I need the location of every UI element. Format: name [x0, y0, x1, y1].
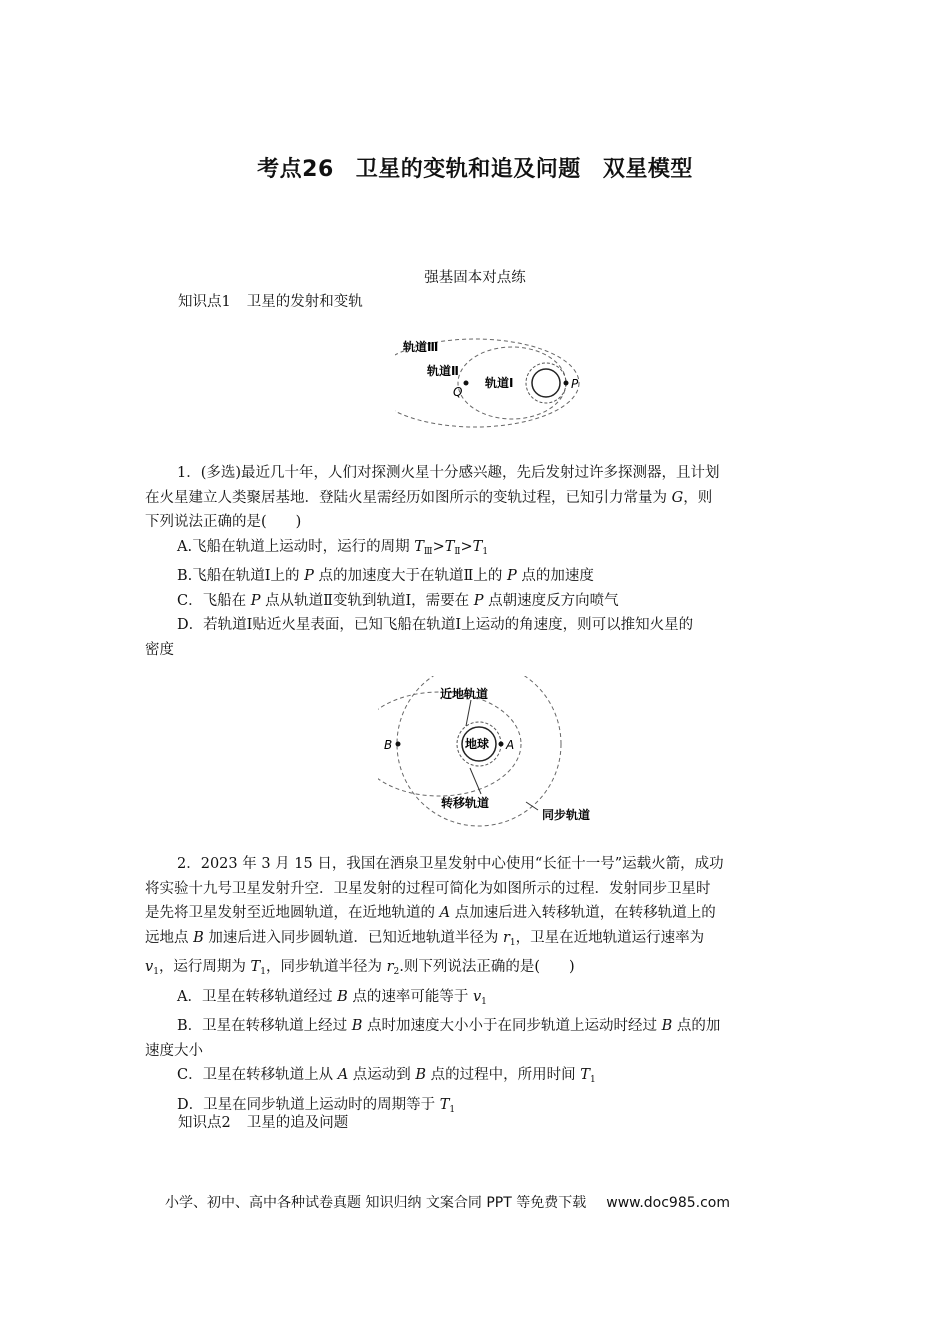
question-2: [145, 852, 805, 1122]
q2-option-c-mid: 点运动到: [348, 1067, 416, 1083]
footer-link[interactable]: www.doc985.com: [606, 1195, 730, 1211]
transfer-orbit-label: 转移轨道: [441, 796, 490, 810]
q2-option-c: [177, 1063, 805, 1093]
point-a-label: A: [506, 738, 515, 752]
q1-option-b-end: 点的加速度: [516, 568, 594, 584]
point-p-symbol: P: [473, 592, 484, 609]
q1-option-a: [177, 535, 805, 565]
q2-option-b-mid: 点时加速度大小小于在同步轨道上运动时经过: [362, 1018, 662, 1034]
point-a-symbol: A: [439, 905, 451, 921]
near-orbit-label: 近地轨道: [440, 687, 489, 701]
speed-sub-1: 1: [153, 967, 159, 977]
point-b-symbol: B: [337, 988, 348, 1005]
q1-option-c-mid: 点从轨道Ⅱ变轨到轨道Ⅰ，需要在: [260, 592, 474, 609]
speed-symbol: v: [145, 959, 154, 975]
knowledge-point-1: [178, 290, 363, 311]
orbit-transfer-figure: [395, 335, 595, 435]
q2-stem-line-4-mid: 加速后进入同步圆轨道．已知近地轨道半径为: [203, 929, 503, 946]
sync-orbit-label: 同步轨道: [542, 808, 591, 822]
point-b-symbol: B: [351, 1018, 363, 1034]
q2-option-c-end: 点的过程中，所用时间: [426, 1067, 581, 1083]
greater-than: >: [432, 538, 445, 555]
page-title: [0, 152, 950, 183]
q1-option-b: [177, 564, 805, 589]
q2-stem-line-5: [145, 955, 805, 985]
q2-stem-line-5-mid: ，同步轨道半径为: [265, 959, 387, 975]
greater-than: >: [460, 538, 473, 555]
q2-option-b-line-1: [177, 1014, 805, 1039]
q2-stem-line-4: [145, 926, 805, 956]
q1-stem-line-2-text: 在火星建立人类聚居基地．登陆火星需经历如图所示的变轨过程，已知引力常量为: [145, 489, 672, 506]
period-symbol: T: [439, 1096, 450, 1113]
q2-stem-line-3-text: 是先将卫星发射至近地圆轨道，在近地轨道的: [145, 905, 440, 921]
point-p-symbol: P: [250, 592, 261, 609]
period-symbol: T: [472, 538, 483, 555]
question-1: [145, 461, 805, 662]
title-model: 双星模型: [602, 157, 693, 182]
kp2-name: 卫星的追及问题: [246, 1115, 349, 1131]
period-sub-1: 1: [589, 1075, 596, 1085]
near-orbit-leader: [466, 700, 471, 726]
period-sub-1: 1: [449, 1104, 456, 1115]
page-footer: [165, 1192, 730, 1212]
knowledge-point-2: [178, 1111, 348, 1132]
q1-option-b-mid: 点的加速度大于在轨道Ⅱ上的: [313, 568, 507, 584]
kp1-name: 卫星的发射和变轨: [246, 294, 363, 310]
q1-stem-line-3: 下列说法正确的是( ): [145, 514, 302, 530]
q2-option-d-text: D．卫星在同步轨道上运动时的周期等于: [177, 1096, 440, 1113]
title-topic-number: 考点26: [257, 157, 334, 182]
point-b-dot: [396, 742, 401, 747]
q2-stem-line-5-end: .则下列说法正确的是( ): [399, 959, 575, 975]
kp1-number: 知识点1: [178, 294, 231, 310]
q2-option-b-line-2: 速度大小: [145, 1042, 203, 1059]
q2-stem-line-2: 将实验十九号卫星发射升空．卫星发射的过程可简化为如图所示的过程．发射同步卫星时: [145, 880, 711, 897]
point-b-label: B: [384, 738, 393, 752]
radius-sub-1: 1: [509, 937, 516, 948]
speed-symbol: v: [472, 988, 482, 1005]
q2-option-b-text: B．卫星在转移轨道上经过: [177, 1018, 352, 1034]
q2-stem-line-3-end: 点加速后进入转移轨道，在转移轨道上的: [450, 905, 716, 921]
q1-option-c-end: 点朝速度反方向喷气: [483, 592, 619, 609]
mars-planet: [532, 369, 560, 397]
kp2-number: 知识点2: [178, 1115, 231, 1131]
period-sub-3: Ⅲ: [423, 546, 433, 557]
q1-option-d-line-1: D．若轨道Ⅰ贴近火星表面，已知飞船在轨道Ⅰ上运动的角速度，则可以推知火星的: [177, 617, 694, 633]
point-p-symbol: P: [304, 568, 314, 584]
period-sub-1: 1: [482, 546, 489, 557]
section-heading: 强基固本对点练: [424, 270, 526, 286]
q1-option-c-text: C．飞船在: [177, 592, 251, 609]
orbit-1-label: 轨道Ⅰ: [485, 376, 514, 390]
orbit-3-label: 轨道Ⅲ: [403, 340, 439, 354]
q1-option-d-line-2: 密度: [145, 641, 174, 658]
point-p-dot: [564, 381, 569, 386]
q2-stem-line-4-end: ，卫星在近地轨道运行速率为: [515, 929, 705, 946]
transfer-orbit-leader: [470, 768, 481, 794]
q1-stem-line-1: 1．(多选)最近几十年，人们对探测火星十分感兴趣，先后发射过许多探测器，且计划: [177, 465, 720, 481]
point-q-label: Q: [453, 385, 463, 399]
period-sub-2: Ⅱ: [454, 546, 461, 557]
title-topic-name: 卫星的变轨和追及问题: [355, 157, 581, 182]
q1-option-a-text: A.飞船在轨道上运动时，运行的周期: [177, 538, 415, 555]
period-symbol: T: [414, 538, 424, 555]
q1-stem-line-2: [145, 486, 805, 511]
earth-orbit-figure: [378, 676, 608, 831]
orbit-2-label: 轨道Ⅱ: [427, 364, 459, 378]
q2-stem-line-5-text: ，运行周期为: [158, 959, 251, 975]
period-sub-1: 1: [260, 967, 266, 977]
footer-text: 小学、初中、高中各种试卷真题 知识归纳 文案合同 PPT 等免费下载: [165, 1195, 587, 1211]
q2-option-c-text: C．卫星在转移轨道上从: [177, 1067, 338, 1083]
radius-symbol: r: [502, 929, 510, 946]
period-symbol: T: [444, 538, 455, 555]
q2-option-b-end: 点的加: [672, 1018, 721, 1034]
q2-stem-line-3: [145, 901, 805, 926]
q1-option-c: [177, 589, 805, 614]
radius-symbol: r: [386, 959, 394, 975]
q2-stem-line-4-text: 远地点: [145, 929, 194, 946]
point-p-label: P: [571, 377, 579, 391]
point-b-symbol: B: [661, 1018, 673, 1034]
q2-option-a-text: A．卫星在转移轨道经过: [177, 988, 338, 1005]
period-symbol: T: [250, 959, 261, 975]
period-symbol: T: [580, 1067, 590, 1083]
point-q-dot: [464, 381, 469, 386]
point-a-symbol: A: [337, 1067, 349, 1083]
q1-stem-line-2-end: ，则: [683, 489, 713, 506]
q2-option-a-mid: 点的速率可能等于: [347, 988, 473, 1005]
q1-option-b-text: B.飞船在轨道Ⅰ上的: [177, 568, 305, 584]
point-p-symbol: P: [506, 568, 517, 584]
gravity-constant-symbol: G: [671, 489, 684, 506]
q2-option-a: [177, 985, 805, 1015]
speed-sub-1: 1: [481, 996, 487, 1007]
point-b-symbol: B: [415, 1067, 427, 1083]
q2-stem-line-1: 2．2023 年 3 月 15 日，我国在酒泉卫星发射中心使用“长征十一号”运载火箭，成功: [177, 856, 724, 872]
earth-label: 地球: [465, 737, 490, 751]
point-a-dot: [499, 742, 504, 747]
point-b-symbol: B: [193, 929, 204, 946]
radius-sub-2: 2: [393, 967, 400, 977]
